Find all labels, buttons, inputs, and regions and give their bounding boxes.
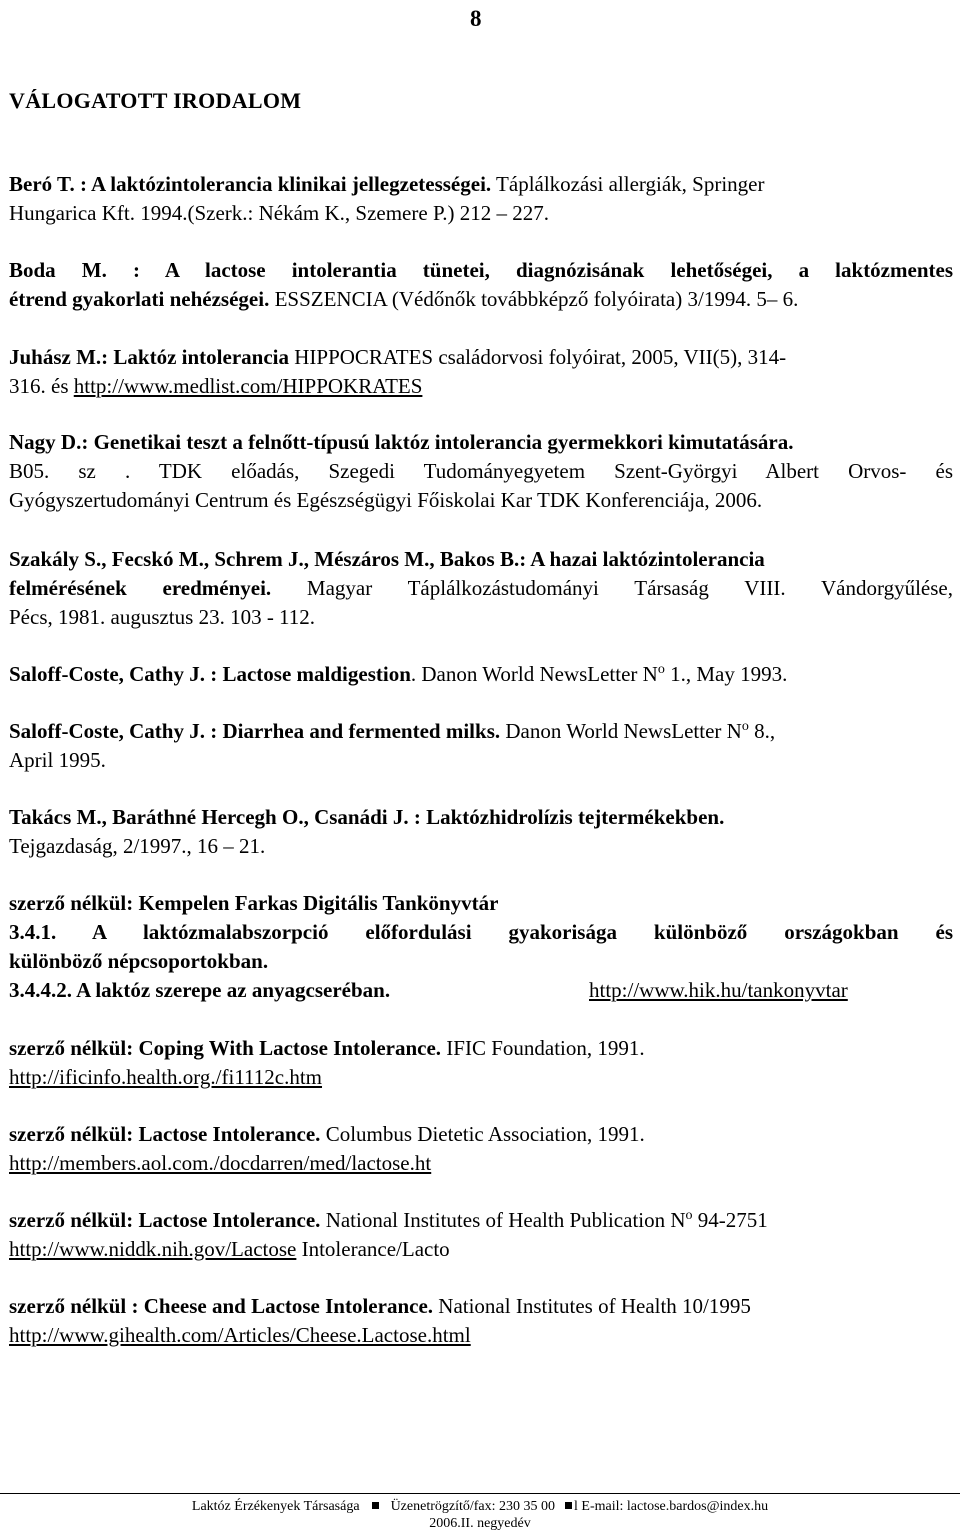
reference-entry [9,660,953,689]
reference-source: Columbus Dietetic Association, 1991. [320,1122,645,1146]
reference-chapter-cont: különböző népcsoportokban. [9,949,269,973]
reference-source-cont: 1., May 1993. [664,662,788,686]
footer-email: l E-mail: lactose.bardos@index.hu [574,1499,769,1514]
reference-source-cont: April 1995. [9,748,106,772]
reference-link[interactable]: http://members.aol.com./docdarren/med/lactose.ht [9,1151,432,1175]
reference-link-cont: Intolerance/Lacto [296,1237,450,1261]
reference-title-cont: felmérésének eredményei. [9,576,272,600]
footer-date: 2006.II. negyedév [429,1516,531,1531]
reference-authors-title: Juhász M.: Laktóz intolerancia [9,345,289,369]
reference-entry [9,1120,953,1178]
reference-authors-title: szerző nélkül : Cheese and Lactose Intolerance. [9,1294,434,1318]
reference-authors-title: Szakály S., Fecskó M., Schrem J., Mészáros M., Bakos B.: A hazai laktózintolerancia [9,547,765,571]
reference-entry [9,803,953,861]
superscript: o [685,1208,693,1223]
reference-authors-title: Beró T. : A laktózintolerancia klinikai jellegzetességei. [9,172,492,196]
reference-entry [9,1292,953,1350]
reference-source: National Institutes of Health Publication N [320,1208,686,1232]
reference-chapter: 3.4.1. A laktózmalabszorpció előfordulási gyakorisága különböző országokban és [9,920,953,944]
reference-entry [9,545,953,632]
superscript: o [741,719,749,734]
reference-source: Danon World NewsLetter N [500,719,742,743]
page-number: 8 [470,6,482,31]
reference-source-cont: Hungarica Kft. 1994.(Szerk.: Nékám K., Szemere P.) 212 – 227. [9,201,550,225]
reference-authors-title: szerző nélkül: Lactose Intolerance. [9,1122,321,1146]
square-bullet-icon [565,1502,572,1509]
reference-source-cont: 94-2751 [692,1208,768,1232]
footer-phone: Üzenetrögzítő/fax: 230 35 00 [390,1499,556,1514]
reference-entry [9,256,953,314]
reference-entry [9,170,953,228]
reference-title-cont: étrend gyakorlati nehézségei. [9,287,270,311]
page-heading: VÁLOGATOTT IRODALOM [9,88,302,113]
reference-authors-title: Saloff-Coste, Cathy J. : Diarrhea and fermented milks. [9,719,501,743]
reference-source: Magyar Táplálkozástudományi Társaság VIII. Vándorgyűlése, [271,576,953,600]
reference-authors-title: szerző nélkül: Kempelen Farkas Digitális Tankönyvtár [9,891,499,915]
square-bullet-icon [372,1502,379,1509]
reference-authors-title: Saloff-Coste, Cathy J. : Lactose maldigestion [9,662,411,686]
reference-source: IFIC Foundation, 1991. [441,1036,645,1060]
reference-source-cont: 8., [748,719,776,743]
reference-authors-title: szerző nélkül: Coping With Lactose Intolerance. [9,1036,442,1060]
reference-link[interactable]: http://www.hik.hu/tankonyvtar [589,978,848,1002]
reference-source: Tejgazdaság, 2/1997., 16 – 21. [9,834,266,858]
reference-entry [9,717,953,775]
reference-authors-title: Boda M. : A lactose intolerantia tünetei, diagnózisának lehetőségei, a laktózmentes [9,258,953,282]
reference-entry [9,889,953,1005]
footer-org: Laktóz Érzékenyek Társasága [191,1499,360,1514]
reference-source: National Institutes of Health 10/1995 [433,1294,751,1318]
reference-source-cont: 316. és [9,374,74,398]
reference-source: B05. sz . TDK előadás, Szegedi Tudományegyetem Szent-Györgyi Albert Orvos- és [9,459,953,483]
reference-authors-title: szerző nélkül: Lactose Intolerance. [9,1208,321,1232]
reference-entry [9,1206,953,1264]
reference-link[interactable]: http://www.niddk.nih.gov/Lactose [9,1237,297,1261]
reference-authors-title: Nagy D.: Genetikai teszt a felnőtt-típusú laktóz intolerancia gyermekkori kimutatására. [9,430,794,454]
reference-source: Táplálkozási allergiák, Springer [491,172,765,196]
footer-divider [0,1493,960,1494]
reference-entry [9,343,953,401]
reference-source: HIPPOCRATES családorvosi folyóirat, 2005, VII(5), 314- [288,345,787,369]
reference-source-cont: Pécs, 1981. augusztus 23. 103 - 112. [9,605,316,629]
superscript: o [657,662,665,677]
reference-link[interactable]: http://www.gihealth.com/Articles/Cheese.Lactose.html [9,1323,471,1347]
reference-link[interactable]: http://ificinfo.health.org./fi1112c.htm [9,1065,323,1089]
reference-link[interactable]: http://www.medlist.com/HIPPOKRATES [73,374,423,398]
reference-source: ESSZENCIA (Védőnők továbbképző folyóirata) 3/1994. 5– 6. [269,287,799,311]
page-footer [0,1498,960,1532]
reference-chapter: 3.4.4.2. A laktóz szerepe az anyagcseréban. [9,978,391,1002]
reference-source-cont: Gyógyszertudományi Centrum és Egészségügyi Főiskolai Kar TDK Konferenciája, 2006. [9,488,763,512]
reference-entry [9,1034,953,1092]
reference-authors-title: Takács M., Baráthné Hercegh O., Csanádi J. : Laktózhidrolízis tejtermékekben. [9,805,725,829]
reference-source: . Danon World NewsLetter N [410,662,658,686]
reference-entry [9,428,953,515]
